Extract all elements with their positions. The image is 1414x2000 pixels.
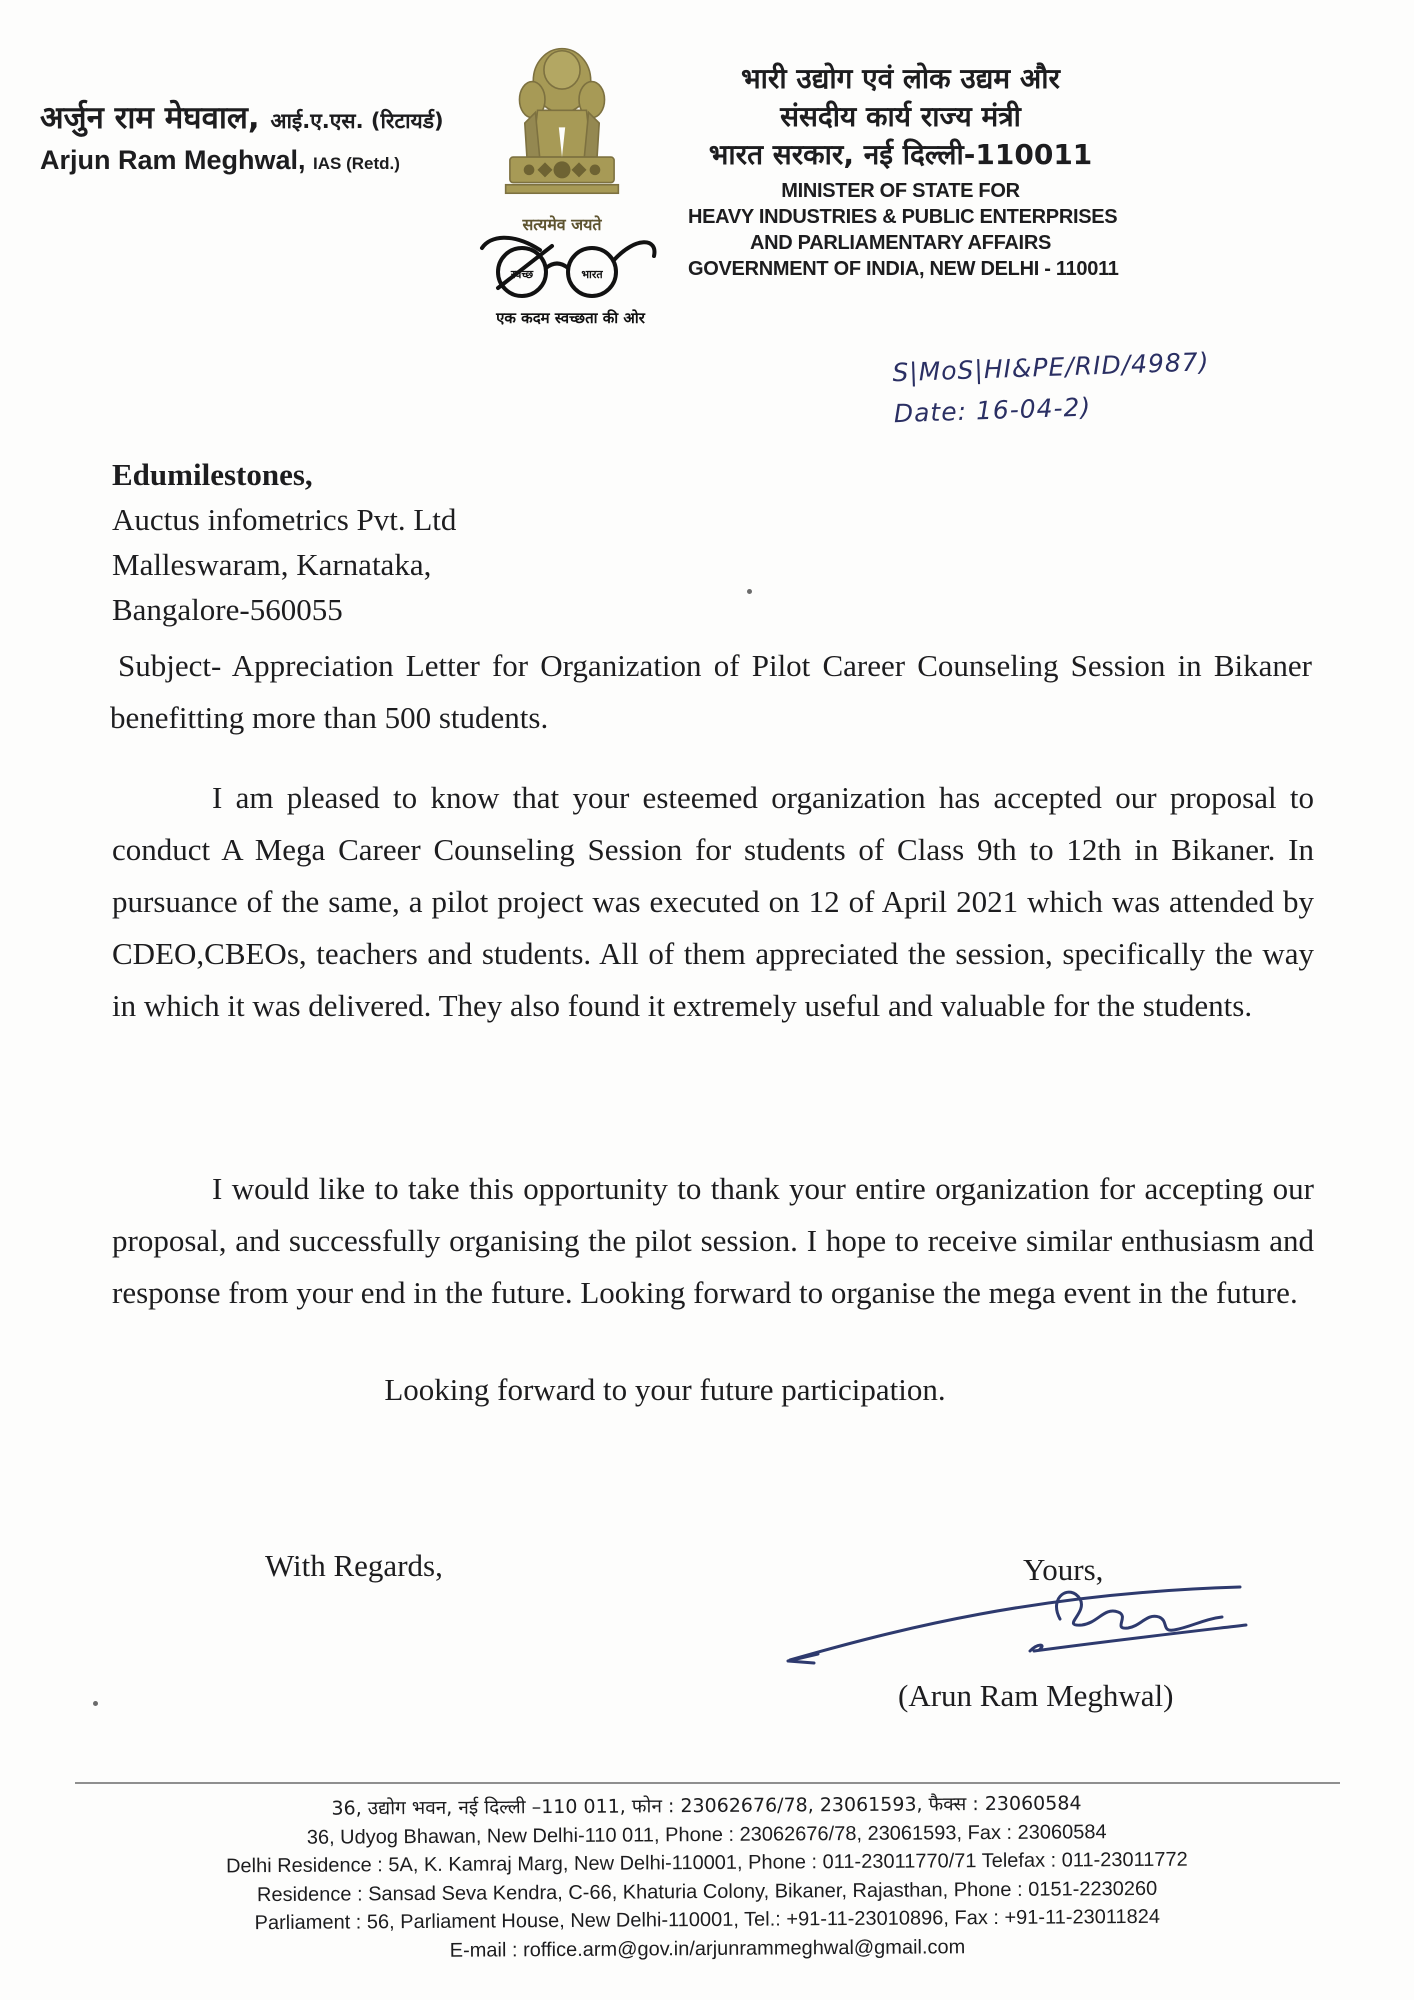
body-paragraph-2: I would like to take this opportunity to thank your entire organization for accepting our proposal, and successfully organising the pilot session. I hope to receive similar enthusiasm and response from your end in the future. Looking forward to organise the mega event in the future. [112, 1171, 1314, 1310]
scan-artifact-dot [747, 589, 752, 594]
swachh-bharat-glasses-icon [478, 228, 663, 302]
national-emblem-block [492, 38, 632, 235]
signature-image [778, 1563, 1258, 1668]
closing-line: Looking forward to your future participation. [384, 1372, 946, 1407]
ministry-line1-english: MINISTER OF STATE FOR [781, 180, 1020, 202]
footer-contact-block [0, 1787, 1414, 1968]
glasses-right-lens-text: भारत [581, 268, 603, 281]
footer-line-parliament: Parliament : 56, Parliament House, New Delhi-110001, Tel.: +91-11-23010896, Fax : +91-11-23011824 [254, 1905, 1161, 1935]
ministry-english-block [688, 178, 1119, 282]
ministry-line4-english: GOVERNMENT OF INDIA, NEW DELHI - 110011 [688, 258, 1119, 280]
ministry-line1-hindi: भारी उद्योग एवं लोक उद्यम और [741, 62, 1060, 95]
sender-name-hindi [40, 98, 480, 141]
recipient-locality: Malleswaram, Karnataka, [112, 547, 432, 582]
recipient-name: Edumilestones, [112, 457, 313, 492]
reference-date: Date: 16-04-2) [893, 392, 1092, 429]
yours-line: Yours, [1023, 1552, 1104, 1587]
swachh-bharat-block [478, 228, 663, 328]
swachh-bharat-tagline: एक कदम स्वच्छता की ओर [496, 309, 645, 327]
footer-line-email: E-mail : roffice.arm@gov.in/arjunrammeghwal@gmail.com [449, 1935, 966, 1962]
footer-line-hindi: 36, उद्योग भवन, नई दिल्ली –110 011, फोन : 23062676/78, 23061593, फैक्स : 23060584 [331, 1792, 1082, 1820]
emblem-motto: सत्यमेव जयते [522, 215, 602, 234]
glasses-left-lens-text: स्वच्छ [510, 268, 534, 281]
sender-title-english-text: IAS (Retd.) [313, 154, 400, 173]
footer-line-udyog-bhawan: 36, Udyog Bhawan, New Delhi-110 011, Phone : 23062676/78, 23061593, Fax : 23060584 [306, 1820, 1107, 1849]
recipient-city: Bangalore-560055 [112, 592, 343, 627]
reference-number: S|MoS|HI&PE/RID/4987) [891, 347, 1210, 388]
ministry-line3-hindi: भारत सरकार, नई दिल्ली-110011 [708, 138, 1093, 171]
scan-artifact-dot [93, 1701, 98, 1706]
subject-line: Subject- Appreciation Letter for Organization of Pilot Career Counseling Session in Bikaner benefitting more than 500 students. [110, 648, 1312, 735]
footer-line-residence: Residence : Sansad Seva Kendra, C-66, Khaturia Colony, Bikaner, Rajasthan, Phone : 0151-2230260 [256, 1877, 1158, 1906]
footer-divider [75, 1782, 1340, 1784]
handwritten-reference-block [892, 340, 1255, 435]
sender-name-english [40, 141, 480, 183]
footer-line-delhi-residence: Delhi Residence : 5A, K. Kamraj Marg, New Delhi-110001, Phone : 011-23011770/71 Telefax : 011-23011772 [225, 1848, 1188, 1878]
body-paragraph-1: I am pleased to know that your esteemed organization has accepted our proposal to conduct A Mega Career Counseling Session for students of Class 9th to 12th in Bikaner. In pursuance of the same, a pilot project was executed on 12 of April 2021 which was attended by CDEO,CBEOs, teachers and students. All of them appreciated the session, specifically the way in which it was delivered. They also found it extremely useful and valuable for the students. [112, 780, 1314, 1023]
ministry-block [688, 60, 1119, 282]
sender-name-hindi-text: अर्जुन राम मेघवाल, [40, 100, 260, 136]
signatory-name: (Arun Ram Meghwal) [898, 1678, 1174, 1713]
signature-block [778, 1563, 1258, 1673]
ministry-line2-english: HEAVY INDUSTRIES & PUBLIC ENTERPRISES [688, 206, 1118, 228]
sender-name-english-text: Arjun Ram Meghwal, [40, 145, 306, 175]
ministry-line2-hindi: संसदीय कार्य राज्य मंत्री [780, 100, 1021, 133]
recipient-address-block [112, 452, 456, 632]
recipient-company: Auctus infometrics Pvt. Ltd [112, 502, 457, 537]
ashoka-lion-capital-icon [492, 38, 632, 206]
regards-line: With Regards, [265, 1548, 443, 1583]
sender-block [40, 98, 480, 183]
ministry-line3-english: AND PARLIAMENTARY AFFAIRS [749, 232, 1052, 254]
sender-title-hindi-text: आई.ए.एस. (रिटायर्ड) [270, 109, 444, 133]
